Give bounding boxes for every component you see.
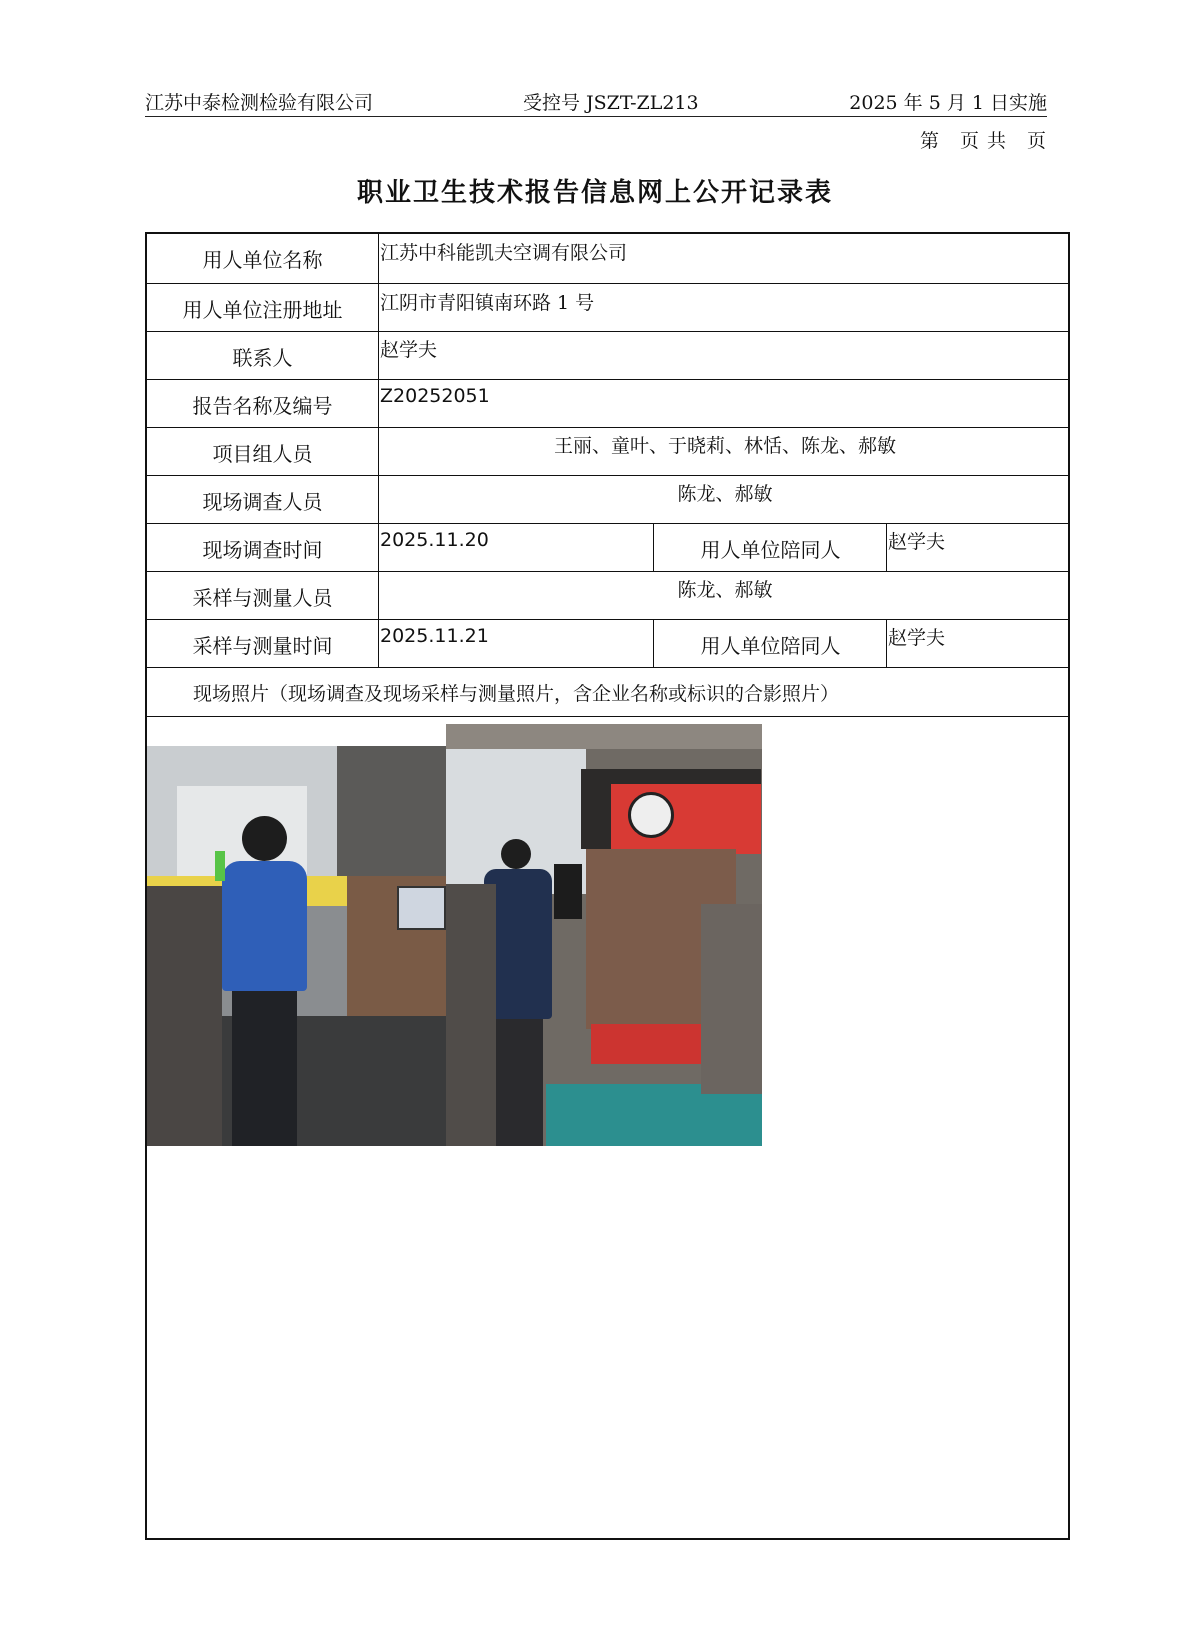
sampling-companion-value: 赵学夫: [888, 627, 946, 649]
row-divider: [145, 523, 1070, 524]
column-divider: [886, 523, 887, 571]
row-divider: [145, 427, 1070, 428]
sampling-staff-label: 采样与测量人员: [192, 586, 333, 610]
survey-companion-value: 赵学夫: [888, 531, 946, 553]
row-divider: [145, 379, 1070, 380]
survey-staff-label: 现场调查人员: [202, 490, 323, 514]
row-divider: [145, 331, 1070, 332]
column-divider: [653, 619, 654, 667]
column-divider: [378, 233, 379, 667]
project-members-label: 项目组人员: [212, 442, 313, 466]
survey-companion-label: 用人单位陪同人: [700, 538, 841, 562]
contact-label: 联系人: [232, 346, 293, 370]
survey-staff-value: 陈龙、郝敏: [677, 483, 773, 505]
row-divider: [145, 716, 1070, 717]
employer-name-label: 用人单位名称: [202, 248, 323, 272]
survey-time-value: 2025.11.20: [380, 529, 489, 551]
document-title: 职业卫生技术报告信息网上公开记录表: [356, 178, 833, 208]
effective-date: 2025 年 5 月 1 日实施: [849, 92, 1047, 114]
row-divider: [145, 283, 1070, 284]
project-members-value: 王丽、童叶、于晓莉、林恬、陈龙、郝敏: [553, 435, 896, 457]
contact-value: 赵学夫: [380, 339, 438, 361]
row-divider: [145, 475, 1070, 476]
company-name: 江苏中泰检测检验有限公司: [145, 92, 374, 114]
sampling-time-value: 2025.11.21: [380, 625, 489, 647]
sampling-companion-label: 用人单位陪同人: [700, 634, 841, 658]
photos-caption: 现场照片（现场调查及现场采样与测量照片，含企业名称或标识的合影照片）: [193, 683, 840, 705]
employer-address-value: 江阴市青阳镇南环路 1 号: [380, 292, 595, 314]
employer-address-label: 用人单位注册地址: [182, 298, 343, 322]
row-divider: [145, 619, 1070, 620]
employer-name-value: 江苏中科能凯夫空调有限公司: [380, 242, 628, 264]
column-divider: [653, 523, 654, 571]
row-divider: [145, 667, 1070, 668]
report-number: Z20252051: [380, 385, 490, 407]
site-photo-1: [147, 746, 446, 1146]
sampling-time-label: 采样与测量时间: [192, 634, 333, 658]
column-divider: [886, 619, 887, 667]
survey-time-label: 现场调查时间: [202, 538, 323, 562]
row-divider: [145, 571, 1070, 572]
site-photo-2: [446, 724, 762, 1146]
report-label: 报告名称及编号: [192, 394, 333, 418]
page-info: 第 页 共 页: [919, 130, 1047, 152]
sampling-staff-value: 陈龙、郝敏: [677, 579, 773, 601]
header-rule: [145, 116, 1047, 117]
control-number: 受控号 JSZT-ZL213: [523, 92, 699, 114]
